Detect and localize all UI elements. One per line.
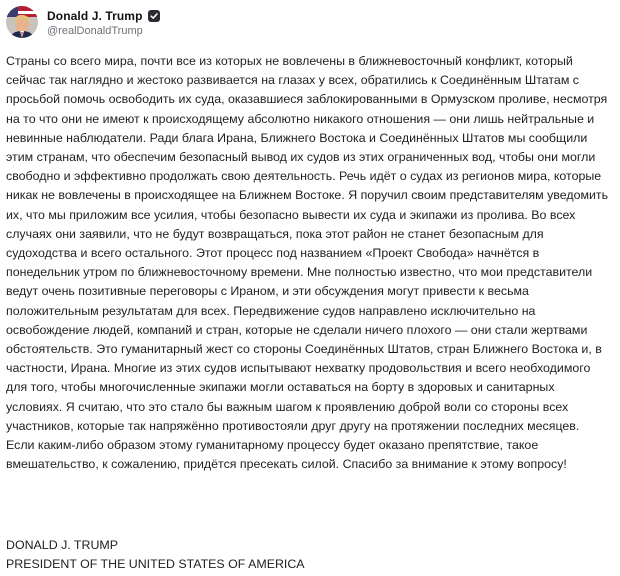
display-name[interactable]: Donald J. Trump [47, 8, 143, 23]
post-signature [6, 536, 305, 574]
post-header [6, 4, 160, 40]
user-handle[interactable]: @realDonaldTrump [47, 25, 143, 37]
display-name-row [47, 7, 160, 24]
signature-name: DONALD J. TRUMP [6, 538, 118, 552]
user-avatar-icon[interactable] [6, 6, 38, 38]
post-body-text: Страны со всего мира, почти все из которых не вовлечены в ближневосточный конфликт, который сейчас так наглядно и жестоко развивается на глазах у всех, обратились к Соединённым Штатам с просьбой помочь освободить их суда, оказавшиеся заблокированными в Ормузском проливе, несмотря на то что они не имеют к происходящему абсолютно никакого отношения — они лишь нейтральные и невинные наблюдатели. Ради блага Ирана, Ближнего Востока и Соединённых Штатов мы сообщили этим странам, что обеспечим безопасный вывод их судов из этих ограниченных вод, чтобы они могли свободно и эффективно продолжать свою деятельность. Речь идёт о судах из регионов мира, которые никак не вовлечены в происходящее на Ближнем Востоке. Я поручил своим представителям уведомить их, что мы приложим все усилия, чтобы безопасно вывести их суда и экипажи из пролива. Во всех случаях они заявили, что не будут возвращаться, пока этот район не станет безопасным для судоходства и всего остального. Этот процесс под названием «Проект Свобода» начнётся в понедельник утром по ближневосточному времени. Мне полностью известно, что мои представители ведут очень позитивные переговоры с Ираном, и эти обсуждения могут привести к весьма положительным результатам для всех. Передвижение судов направлено исключительно на освобождение людей, компаний и стран, которые не сделали ничего плохого — они стали жертвами обстоятельств. Это гуманитарный жест со стороны Соединённых Штатов, стран Ближнего Востока и, в частности, Ирана. Многие из этих судов испытывают нехватку продовольствия и всего необходимого для того, чтобы многочисленные экипажи могли оставаться на борту в здоровых и санитарных условиях. Я считаю, что это стало бы важным шагом к проявлению доброй воли со стороны всех участников, которые так напряжённо противостояли друг другу на протяжении последних месяцев. Если каким-либо образом этому гуманитарному процессу будет оказано препятствие, такое вмешательство, к сожалению, придётся пресекать силой. Спасибо за внимание к этому вопросу! [6, 54, 609, 472]
verified-badge-icon [148, 10, 160, 22]
user-names [47, 7, 160, 37]
signature-title: PRESIDENT OF THE UNITED STATES OF AMERICA [6, 557, 305, 572]
